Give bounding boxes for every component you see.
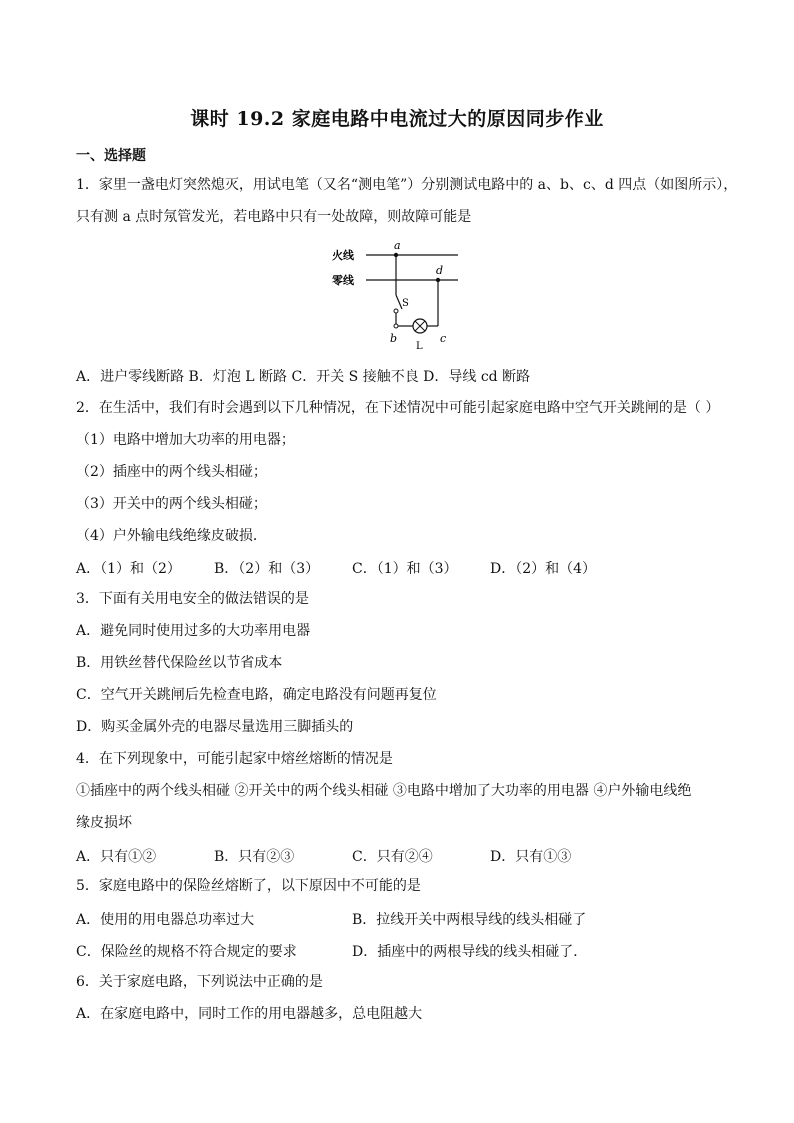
point-a-label: a <box>394 239 401 252</box>
q4-option-b: B．只有②③ <box>214 849 295 865</box>
section-heading: 一、选择题 <box>76 148 146 164</box>
switch-contact <box>394 309 398 313</box>
live-wire-label: 火线 <box>332 249 354 262</box>
q5-option-b: B．拉线开关中两根导线的线头相碰了 <box>352 912 587 928</box>
q6-stem: 6．关于家庭电路，下列说法中正确的是 <box>76 974 323 990</box>
q1-stem-line1: 1．家里一盏电灯突然熄灭，用试电笔（又名“测电笔”）分别测试电路中的 a、b、c、d 四点（如图所示）， <box>76 177 738 193</box>
point-d-label: d <box>436 264 444 277</box>
q2-stem: 2．在生活中，我们有时会遇到以下几种情况，在下述情况中可能引起家庭电路中空气开关跳闸的是（ ） <box>76 400 720 416</box>
q2-option-d: D．（2）和（4） <box>490 561 597 577</box>
q5-stem: 5．家庭电路中的保险丝熔断了，以下原因中不可能的是 <box>76 878 421 894</box>
q2-option-b: B．（2）和（3） <box>214 561 320 577</box>
neutral-wire-label: 零线 <box>332 274 354 287</box>
q3-option-d: D．购买金属外壳的电器尽量选用三脚插头的 <box>76 719 354 735</box>
switch-label: S <box>402 298 409 309</box>
page-title: 课时 19.2 家庭电路中电流过大的原因同步作业 <box>190 108 604 130</box>
q3-option-a: A．避免同时使用过多的大功率用电器 <box>76 623 311 639</box>
q4-items-line1: ①插座中的两个线头相碰 ②开关中的两个线头相碰 ③电路中增加了大功率的用电器 ④户外输电线绝 <box>76 783 692 799</box>
q3-option-b: B．用铁丝替代保险丝以节省成本 <box>76 655 283 671</box>
q4-option-a: A．只有①② <box>76 849 157 865</box>
q1-options: A．进户零线断路 B．灯泡 L 断路 C．开关 S 接触不良 D．导线 cd 断路 <box>76 369 531 385</box>
q2-item-4: （4）户外输电线绝缘皮破损． <box>76 528 267 544</box>
point-d-node <box>436 278 440 282</box>
q4-items-line2: 缘皮损坏 <box>76 815 132 831</box>
lamp-label: L <box>416 341 423 352</box>
point-c-label: c <box>440 332 447 345</box>
q1-stem-line2: 只有测 a 点时氖管发光，若电路中只有一处故障，则故障可能是 <box>76 209 472 225</box>
q3-stem: 3．下面有关用电安全的做法错误的是 <box>76 591 309 607</box>
q2-option-c: C．（1）和（3） <box>352 561 458 577</box>
q3-option-c: C．空气开关跳闸后先检查电路，确定电路没有问题再复位 <box>76 687 437 703</box>
q2-item-1: （1）电路中增加大功率的用电器； <box>76 432 295 448</box>
q2-option-a: A．（1）和（2） <box>76 561 181 577</box>
q2-item-3: （3）开关中的两个线头相碰； <box>76 496 267 512</box>
point-b-label: b <box>390 332 398 345</box>
q5-option-a: A．使用的用电器总功率过大 <box>76 912 255 928</box>
circuit-diagram <box>330 238 470 356</box>
q6-option-a: A．在家庭电路中，同时工作的用电器越多，总电阻越大 <box>76 1006 423 1022</box>
q2-item-2: （2）插座中的两个线头相碰； <box>76 464 267 480</box>
q5-option-c: C．保险丝的规格不符合规定的要求 <box>76 944 297 960</box>
q4-stem: 4．在下列现象中，可能引起家中熔丝熔断的情况是 <box>76 751 393 767</box>
point-b-node <box>394 324 398 328</box>
q5-option-d: D．插座中的两根导线的线头相碰了． <box>352 944 588 960</box>
q4-option-c: C．只有②④ <box>352 849 433 865</box>
q4-option-d: D．只有①③ <box>490 849 572 865</box>
